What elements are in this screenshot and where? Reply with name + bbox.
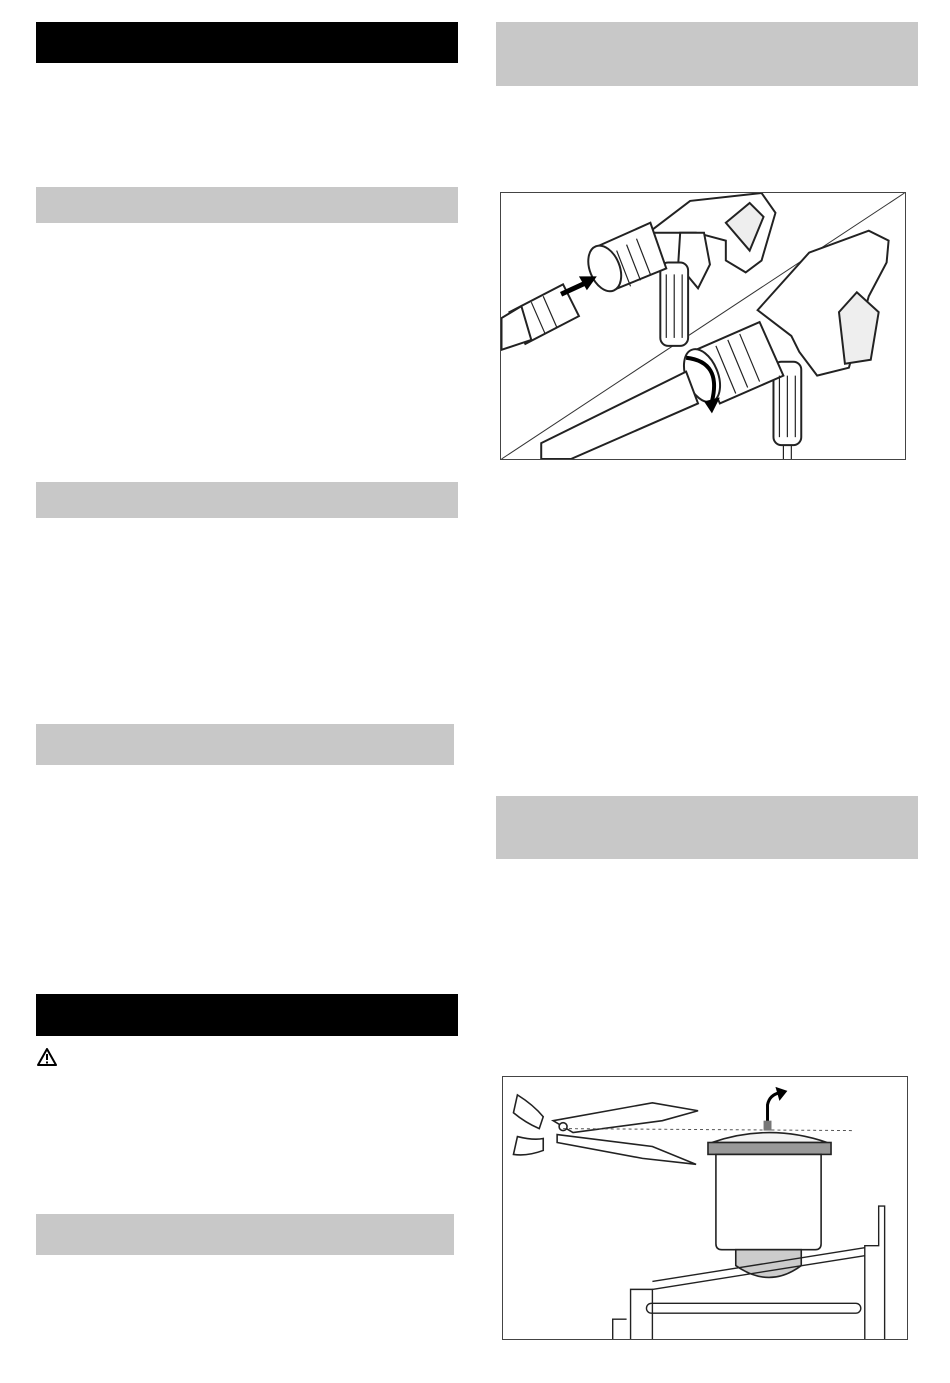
section-header-black-2 bbox=[36, 994, 458, 1036]
section-header-grey-4 bbox=[36, 1214, 454, 1255]
lift-arrow-icon bbox=[764, 1087, 788, 1131]
warning-triangle-icon bbox=[37, 1048, 57, 1066]
section-header-grey-right-1 bbox=[496, 22, 918, 86]
filter-cut-illustration bbox=[503, 1077, 907, 1339]
section-header-grey-right-2 bbox=[496, 796, 918, 859]
section-header-grey-1 bbox=[36, 187, 458, 223]
section-header-grey-3 bbox=[36, 724, 454, 765]
spray-lance-illustration bbox=[501, 193, 905, 459]
push-arrow-icon bbox=[561, 276, 597, 294]
filter-cut-figure bbox=[502, 1076, 908, 1340]
section-header-grey-2 bbox=[36, 482, 458, 518]
section-header-black-1 bbox=[36, 22, 458, 63]
spray-lance-attachment-figure bbox=[500, 192, 906, 460]
